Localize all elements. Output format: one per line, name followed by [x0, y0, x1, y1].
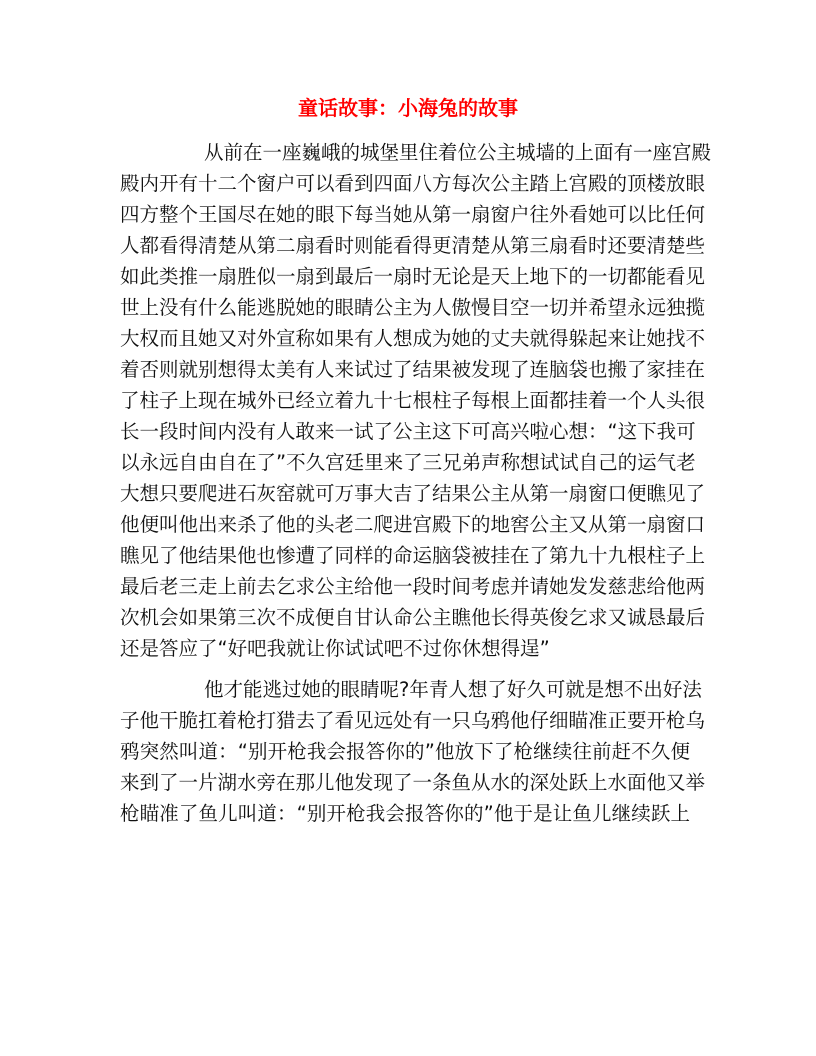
text-line: 大权而且她又对外宣称如果有人想成为她的丈夫就得躲起来让她找不: [120, 327, 706, 350]
text-line: 还是答应了“好吧我就让你试试吧不过你休想得逞”: [120, 637, 550, 660]
text-line: 次机会如果第三次不成便自甘认命公主瞧他长得英俊乞求又诚恳最后: [120, 606, 706, 629]
text-line: 来到了一片湖水旁在那儿他发现了一条鱼从水的深处跃上水面他又举: [120, 771, 706, 794]
text-line: 殿内开有十二个窗户可以看到四面八方每次公主踏上宫殿的顶楼放眼: [120, 172, 706, 195]
text-line: 大想只要爬进石灰窑就可万事大吉了结果公主从第一扇窗口便瞧见了: [120, 482, 706, 505]
text-line: 着否则就别想得太美有人来试过了结果被发现了连脑袋也搬了家挂在: [120, 358, 706, 381]
paragraph-spacer: [120, 664, 690, 674]
paragraph-1: [120, 137, 712, 664]
text-line: 他才能逃过她的眼睛呢?年青人想了好久可就是想不出好法: [204, 678, 702, 701]
text-line: 如此类推一扇胜似一扇到最后一扇时无论是天上地下的一切都能看见: [120, 265, 706, 288]
text-line: 瞧见了他结果他也惨遭了同样的命运脑袋被挂在了第九十九根柱子上: [120, 544, 706, 567]
text-line: 人都看得清楚从第二扇看时则能看得更清楚从第三扇看时还要清楚些: [120, 234, 706, 257]
text-line: 枪瞄准了鱼儿叫道：“别开枪我会报答你的”他于是让鱼儿继续跃上: [120, 802, 690, 825]
text-line: 长一段时间内没有人敢来一试了公主这下可高兴啦心想：“这下我可: [120, 420, 696, 443]
document-body: [120, 137, 712, 829]
text-line: 从前在一座巍峨的城堡里住着位公主城墙的上面有一座宫殿: [204, 141, 712, 164]
text-line: 子他干脆扛着枪打猎去了看见远处有一只乌鸦他仔细瞄准正要开枪乌: [120, 709, 706, 732]
text-line: 以永远自由自在了”不久宫廷里来了三兄弟声称想试试自己的运气老: [120, 451, 696, 474]
document-title: 童话故事：小海兔的故事: [298, 96, 518, 120]
text-line: 四方整个王国尽在她的眼下每当她从第一扇窗户往外看她可以比任何: [120, 203, 706, 226]
text-line: 最后老三走上前去乞求公主给他一段时间考虑并请她发发慈悲给他两: [120, 575, 706, 598]
text-line: 了柱子上现在城外已经立着九十七根柱子每根上面都挂着一个人头很: [120, 389, 706, 412]
text-line: 鸦突然叫道：“别开枪我会报答你的”他放下了枪继续往前赶不久便: [120, 740, 690, 763]
text-line: 他便叫他出来杀了他的头老二爬进宫殿下的地窖公主又从第一扇窗口: [120, 513, 706, 536]
text-line: 世上没有什么能逃脱她的眼睛公主为人傲慢目空一切并希望永远独揽: [120, 296, 706, 319]
paragraph-2: [120, 674, 706, 829]
